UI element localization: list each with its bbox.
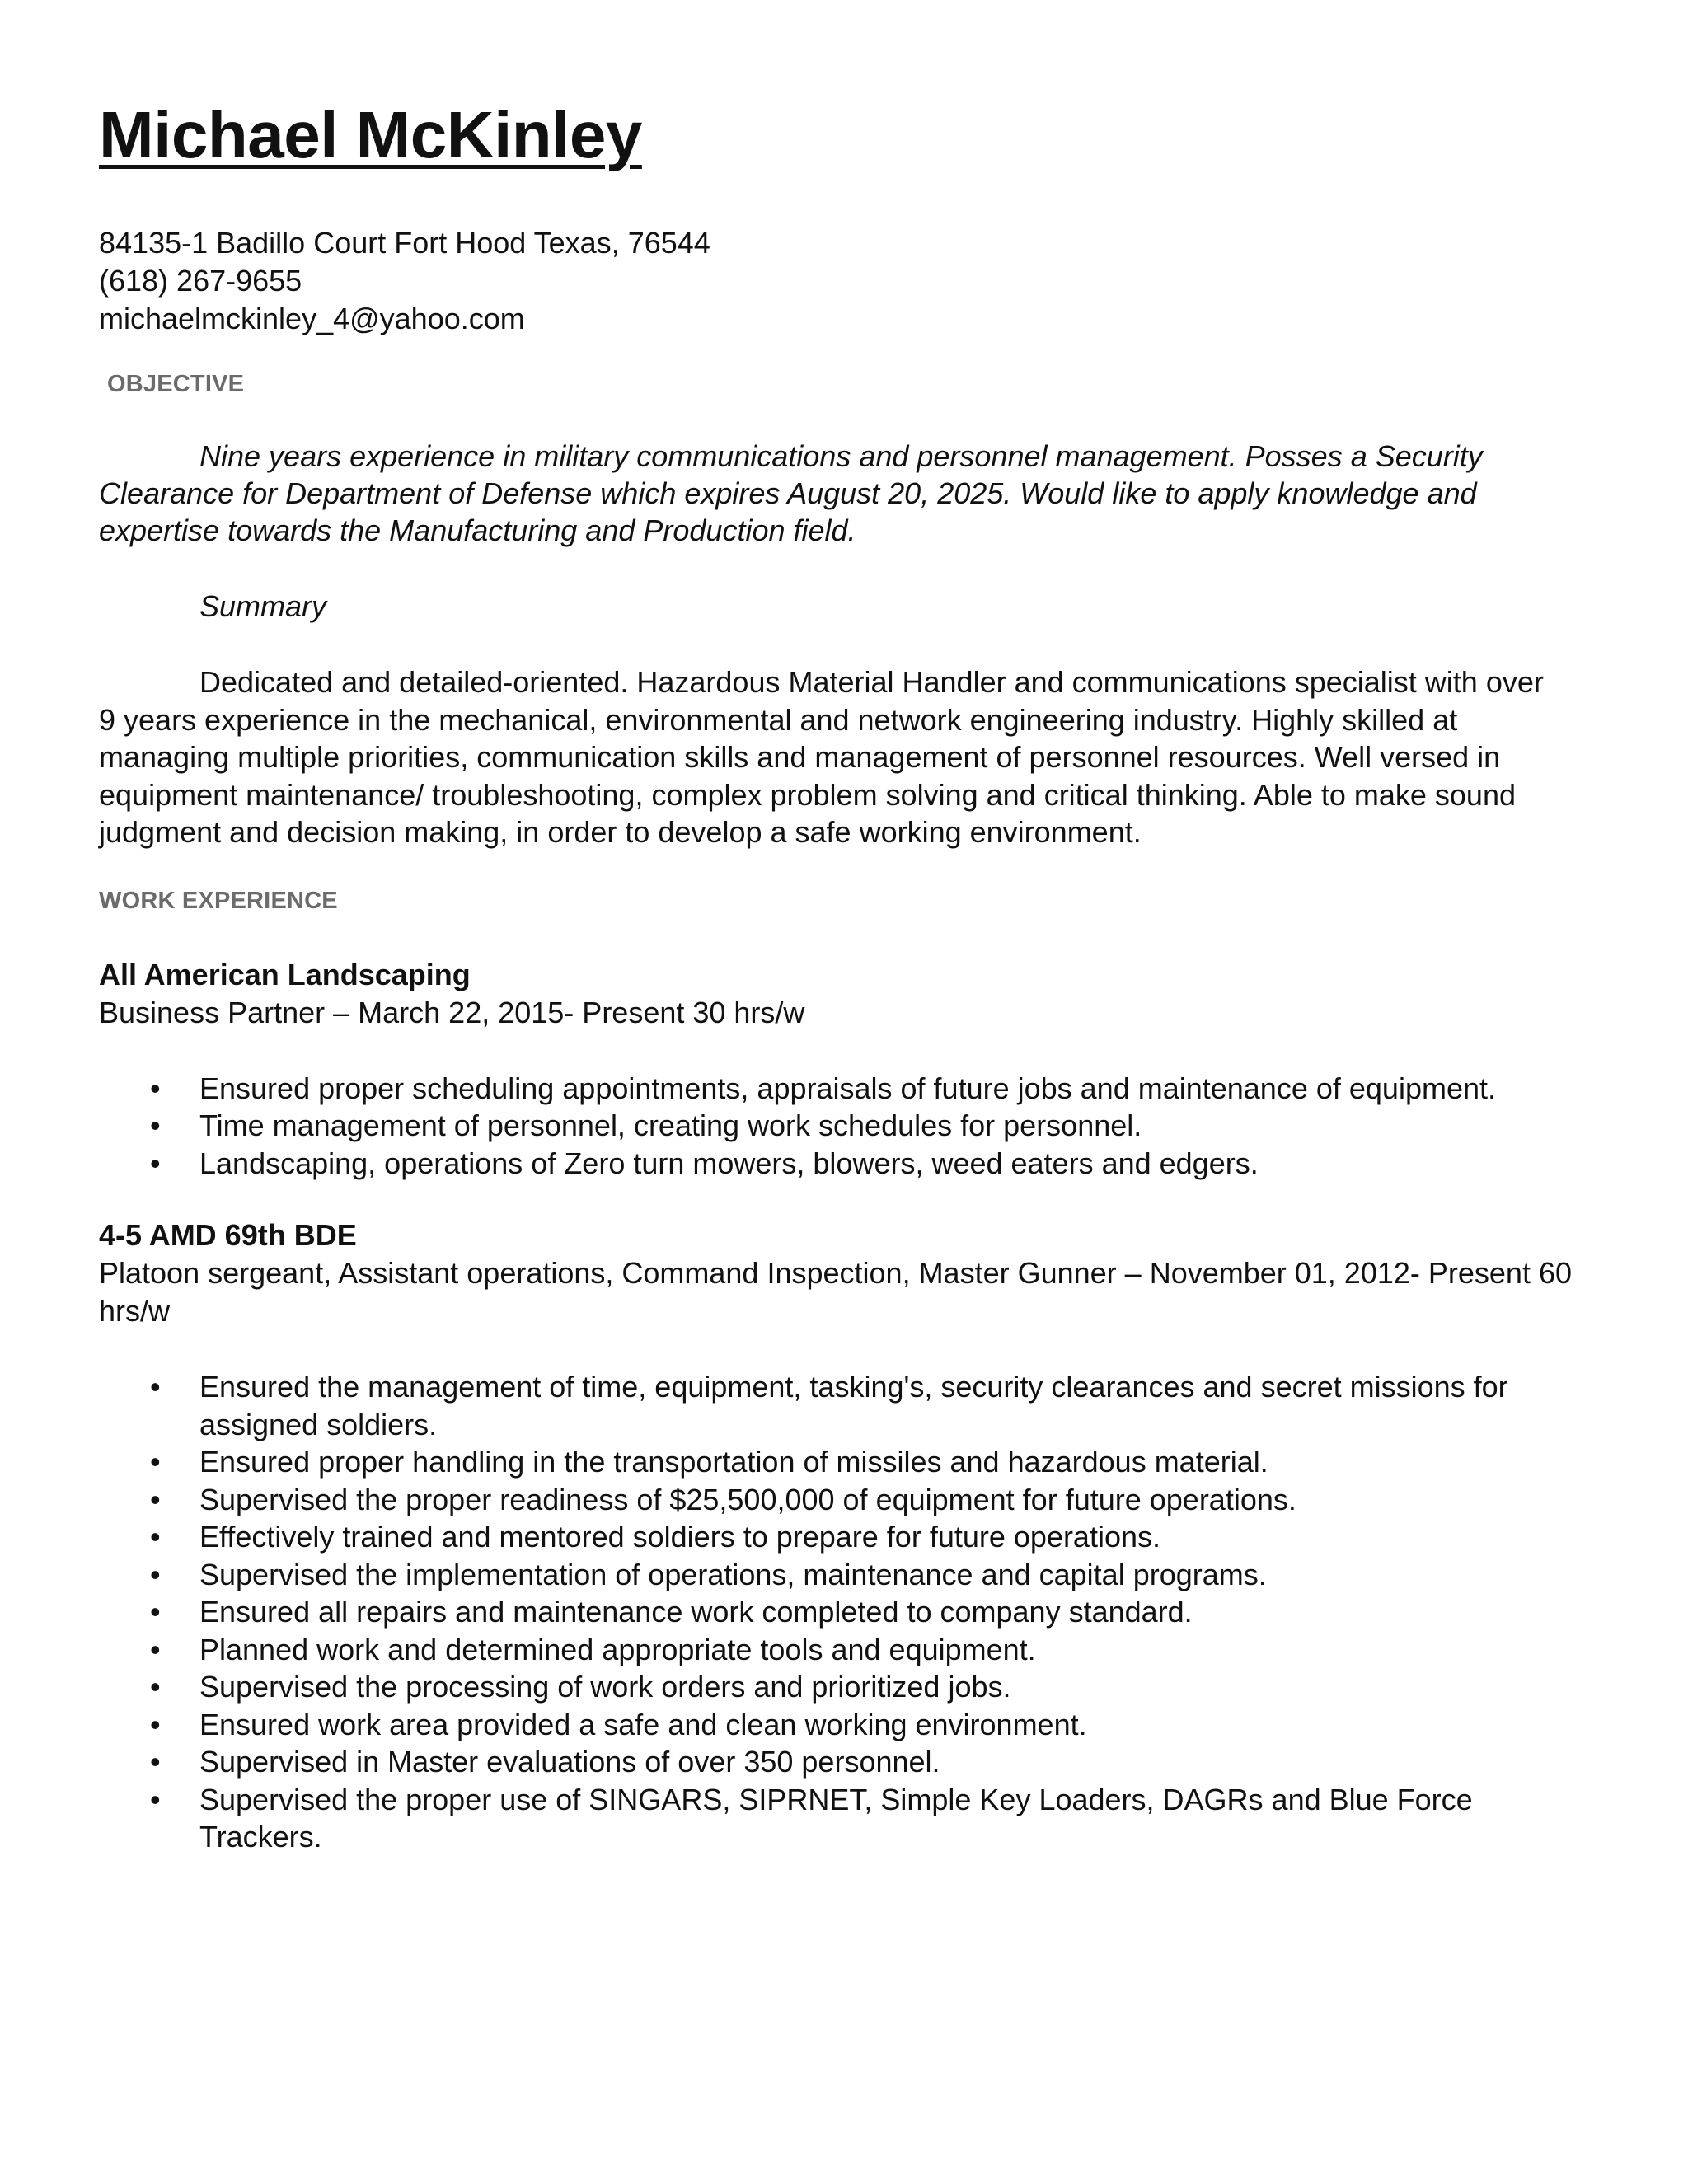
bullet-icon: • bbox=[150, 1071, 161, 1105]
bullet-text: Supervised the implementation of operations, maintenance and capital programs. bbox=[199, 1557, 1267, 1591]
summary-heading: Summary bbox=[199, 589, 327, 623]
bullet-text: Time management of personnel, creating work schedules for personnel. bbox=[199, 1108, 1142, 1142]
work-experience-label: WORK EXPERIENCE bbox=[99, 887, 338, 914]
bullet-text: Ensured proper scheduling appointments, appraisals of future jobs and maintenance of equipment. bbox=[199, 1071, 1496, 1105]
job-bullet bbox=[99, 1070, 1568, 1108]
bullet-text: Supervised the processing of work orders and prioritized jobs. bbox=[199, 1670, 1011, 1704]
bullet-text: Effectively trained and mentored soldiers to prepare for future operations. bbox=[199, 1520, 1160, 1554]
bullet-icon: • bbox=[150, 1557, 161, 1591]
job-bullet bbox=[99, 1668, 1568, 1706]
company-name: All American Landscaping bbox=[99, 957, 471, 991]
job-bullet bbox=[99, 1368, 1568, 1443]
job-bullet-list bbox=[99, 1070, 1582, 1183]
bullet-text: Supervised in Master evaluations of over 350 personnel. bbox=[199, 1745, 940, 1779]
job-bullet bbox=[99, 1593, 1568, 1631]
bullet-text: Supervised the proper use of SINGARS, SIPRNET, Simple Key Loaders, DAGRs and Blue Force Trackers. bbox=[199, 1782, 1473, 1854]
bullet-icon: • bbox=[150, 1520, 161, 1554]
objective-label: OBJECTIVE bbox=[107, 371, 245, 397]
job-entry-landscaping bbox=[99, 956, 1582, 1183]
bullet-text: Planned work and determined appropriate tools and equipment. bbox=[199, 1632, 1036, 1666]
bullet-icon: • bbox=[150, 1782, 161, 1816]
bullet-icon: • bbox=[150, 1146, 161, 1180]
email-address: michaelmckinley_4@yahoo.com bbox=[99, 302, 525, 335]
bullet-icon: • bbox=[150, 1707, 161, 1741]
bullet-icon: • bbox=[150, 1595, 161, 1629]
job-bullet bbox=[99, 1107, 1568, 1145]
job-role: Business Partner – March 22, 2015- Present 30 hrs/w bbox=[99, 995, 805, 1029]
contact-block bbox=[99, 224, 1582, 338]
bullet-icon: • bbox=[150, 1370, 161, 1404]
bullet-icon: • bbox=[150, 1108, 161, 1142]
job-bullet bbox=[99, 1706, 1568, 1744]
bullet-text: Landscaping, operations of Zero turn mowers, blowers, weed eaters and edgers. bbox=[199, 1146, 1259, 1180]
job-role: Platoon sergeant, Assistant operations, Command Inspection, Master Gunner – November 01, 2012- Present 60 hrs/w bbox=[99, 1256, 1572, 1328]
company-name: 4-5 AMD 69th BDE bbox=[99, 1218, 357, 1252]
job-bullet bbox=[99, 1518, 1568, 1556]
bullet-icon: • bbox=[150, 1670, 161, 1704]
phone-number: (618) 267-9655 bbox=[99, 264, 302, 298]
job-bullet bbox=[99, 1145, 1568, 1183]
bullet-icon: • bbox=[150, 1482, 161, 1516]
candidate-name: Michael McKinley bbox=[99, 98, 642, 171]
summary-text: Dedicated and detailed-oriented. Hazardous Material Handler and communications specialist with over 9 years experience in the mechanical, environmental and network engineering industry. Highly skilled at managing multiple priorities, communication skills and management of personnel resources. Well versed in equipment maintenance/ troubleshooting, complex problem solving and critical thinking. Able to make sound judgment and decision making, in order to develop a safe working environment. bbox=[99, 665, 1544, 849]
job-bullet bbox=[99, 1443, 1568, 1481]
job-entry-amd bbox=[99, 1216, 1582, 1856]
bullet-icon: • bbox=[150, 1632, 161, 1666]
bullet-text: Supervised the proper readiness of $25,500,000 of equipment for future operations. bbox=[199, 1482, 1296, 1516]
resume-page bbox=[99, 97, 1582, 1856]
bullet-text: Ensured the management of time, equipment, tasking's, security clearances and secret missions for assigned soldiers. bbox=[199, 1370, 1508, 1441]
objective-text: Nine years experience in military communications and personnel management. Posses a Security Clearance for Department of Defense which expires August 20, 2025. Would like to apply knowledge and expertise towards the Manufacturing and Production field. bbox=[99, 439, 1483, 547]
address: 84135-1 Badillo Court Fort Hood Texas, 76544 bbox=[99, 226, 710, 260]
job-bullet bbox=[99, 1743, 1568, 1781]
job-bullet bbox=[99, 1556, 1568, 1594]
job-bullet-list bbox=[99, 1368, 1582, 1856]
bullet-text: Ensured all repairs and maintenance work completed to company standard. bbox=[199, 1595, 1193, 1629]
job-bullet bbox=[99, 1781, 1568, 1856]
job-bullet bbox=[99, 1631, 1568, 1669]
job-bullet bbox=[99, 1481, 1568, 1519]
bullet-text: Ensured proper handling in the transportation of missiles and hazardous material. bbox=[199, 1445, 1268, 1479]
bullet-text: Ensured work area provided a safe and clean working environment. bbox=[199, 1707, 1087, 1741]
bullet-icon: • bbox=[150, 1445, 161, 1479]
bullet-icon: • bbox=[150, 1745, 161, 1779]
